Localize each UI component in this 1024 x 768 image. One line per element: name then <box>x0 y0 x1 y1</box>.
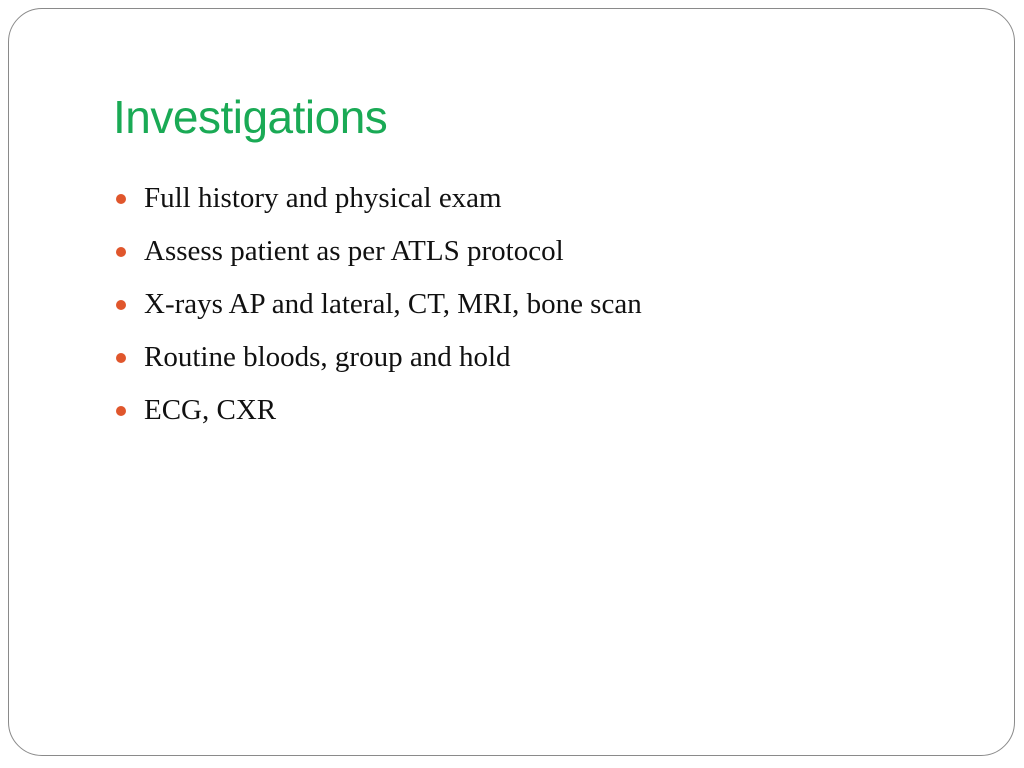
bullet-text: X-rays AP and lateral, CT, MRI, bone scan <box>144 288 642 320</box>
list-item <box>113 172 642 225</box>
bullet-list <box>113 172 642 437</box>
slide-frame <box>8 8 1015 756</box>
list-item <box>113 331 642 384</box>
list-item <box>113 384 642 437</box>
bullet-dot-icon <box>116 247 126 257</box>
bullet-dot-icon <box>116 194 126 204</box>
list-item <box>113 278 642 331</box>
bullet-dot-icon <box>116 300 126 310</box>
slide-title: Investigations <box>113 91 388 143</box>
bullet-dot-icon <box>116 353 126 363</box>
bullet-text: Routine bloods, group and hold <box>144 341 511 373</box>
bullet-dot-icon <box>116 406 126 416</box>
bullet-text: Full history and physical exam <box>144 182 502 214</box>
bullet-text: Assess patient as per ATLS protocol <box>144 235 564 267</box>
list-item <box>113 225 642 278</box>
bullet-text: ECG, CXR <box>144 394 277 426</box>
